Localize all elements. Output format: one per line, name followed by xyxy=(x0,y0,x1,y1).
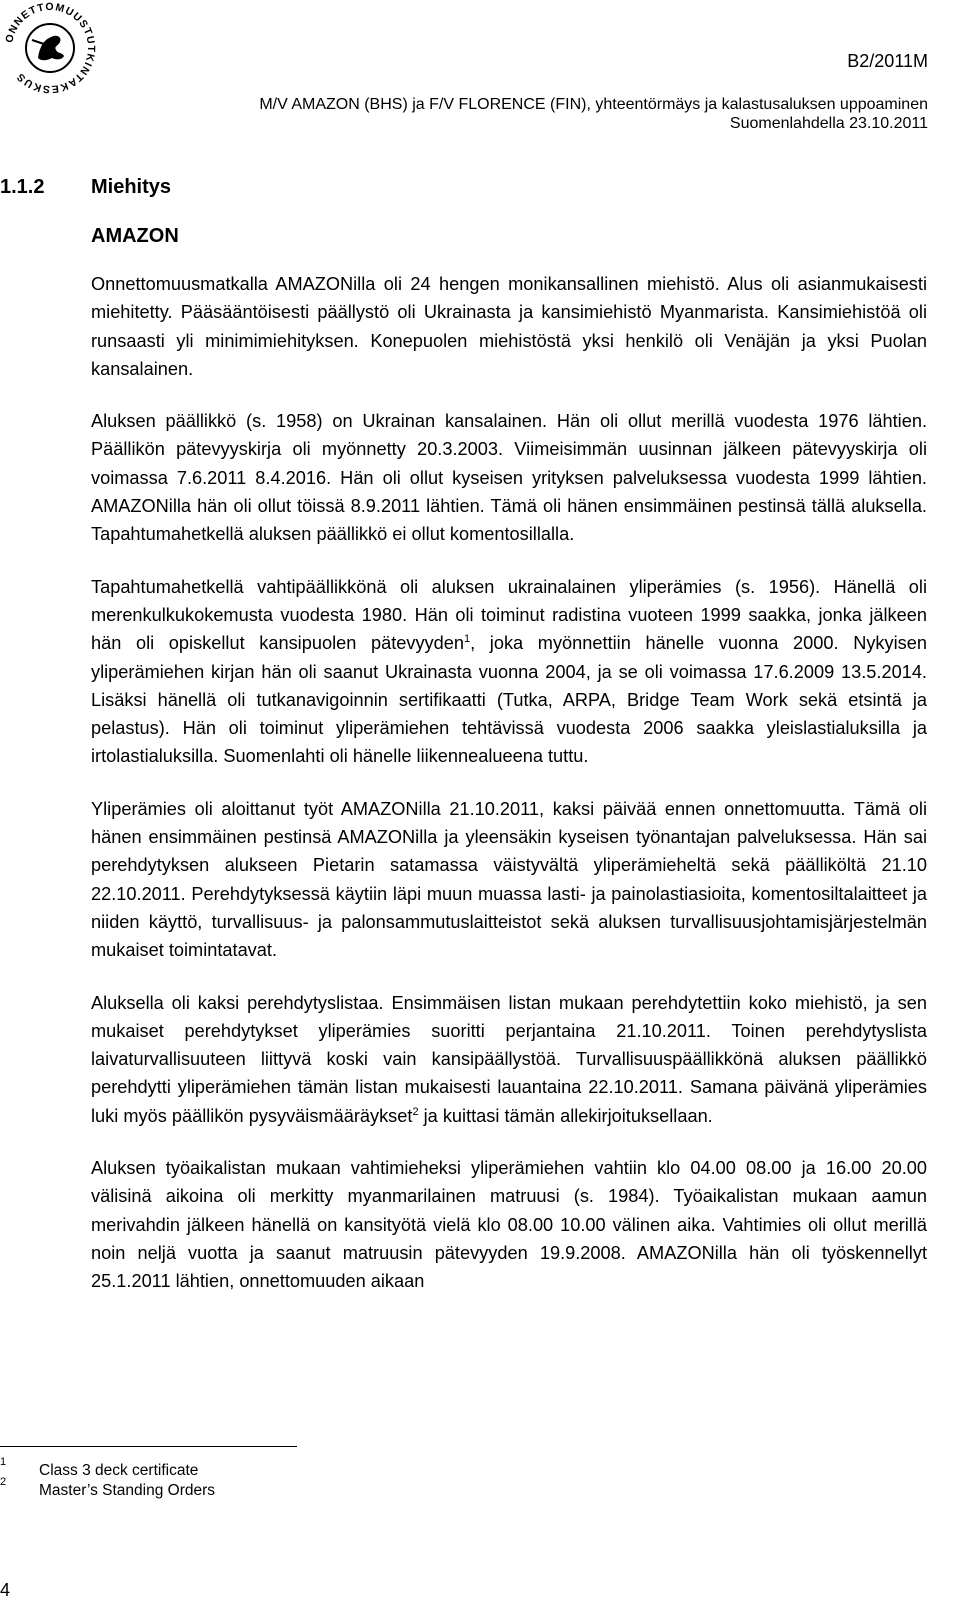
footnote-ref-1: 1 xyxy=(464,633,471,646)
paragraph-officer-part2: , joka myönnettiin hänelle vuonna 2000. Nykyisen yliperämiehen kirjan hän oli saanut Ukrainasta vuonna 2004, ja se oli voimassa 17.6.2009 13.5.2014. Lisäksi hänellä oli tutkanavigoinnin sertifikaatti (Tutka, ARPA, Bridge Team Work sekä etsintä ja pelastus). Hän oli toiminut yliperämiehen tehtävissä vuodesta 2006 saakka yleislastialuksilla ja irtolastialuksilla. Suomenlahti oli hänelle liikennealueena tuttu. xyxy=(91,633,927,767)
paragraph-officer xyxy=(91,573,927,771)
section-number: 1.1.2 xyxy=(0,176,45,198)
section-title: Miehitys xyxy=(91,176,172,198)
svg-text:ONNETTOMUUSTUTKINTAKESKUS: ONNETTOMUUSTUTKINTAKESKUS xyxy=(3,0,98,96)
subheading: AMAZON xyxy=(91,225,179,247)
report-title-line2: Suomenlahdella 23.10.2011 xyxy=(729,115,928,132)
paragraph-officer-part1: Tapahtumahetkellä vahtipäällikkönä oli aluksen ukrainalainen yliperämies (s. 1956). Hänellä oli merenkulkukokemusta vuodesta 1980. Hän oli toiminut radistina vuoteen 1999 saakka, jonka jälkeen hän oli opiskellut kansipuolen pätevyyden xyxy=(91,576,927,654)
report-title xyxy=(259,95,928,133)
paragraph-checklists xyxy=(91,989,927,1130)
section-heading xyxy=(0,176,171,199)
footnote-separator xyxy=(0,1446,297,1447)
paragraph-familiarization: Yliperämies oli aloittanut työt AMAZONilla 21.10.2011, kaksi päivää ennen onnettomuutta. Tämä oli hänen ensimmäinen pestinsä AMAZONilla ja yleensäkin kyseisen työnantajan palveluksessa. Hän sai perehdytyksen alukseen Pietarin satamassa väistyvältä yliperämieheltä sekä päälliköltä 21.10 22.10.2011. Perehdytyksessä käytiin läpi muun muassa lasti- ja painolastiasioita, komentosiltalaitteet ja niiden käyttö, turvallisuus- ja palonsammutuslaitteistot sekä aluksen turvallisuusjohtamisjärjestelmän mukaiset toimintatavat. xyxy=(91,798,927,961)
footnote-ref-2: 2 xyxy=(412,1105,419,1118)
paragraph-checklists-part2: ja kuittasi tämän allekirjoituksellaan. xyxy=(418,1105,713,1126)
footnote-1-text: Class 3 deck certificate xyxy=(39,1462,199,1479)
accident-investigation-seal-logo xyxy=(2,0,98,96)
paragraph-master: Aluksen päällikkö (s. 1958) on Ukrainan kansalainen. Hän oli ollut merillä vuodesta 1976 lähtien. Päällikön pätevyyskirja oli myönnetty 20.3.2003. Viimeisimmän uusinnan jälkeen pätevyyskirja oli voimassa 7.6.2011 8.4.2016. Hän oli ollut kyseisen yrityksen palveluksessa vuodesta 1999 lähtien. AMAZONilla hän oli ollut töissä 8.9.2011 lähtien. Tämä oli hänen ensimmäinen pestinsä tällä aluksella. Tapahtumahetkellä aluksen päällikkö ei ollut komentosillalla. xyxy=(91,411,927,545)
paragraph-checklists-part1: Aluksella oli kaksi perehdytyslistaa. Ensimmäisen listan mukaan perehdytettiin koko miehistö, ja sen mukaiset perehdytykset yliperämies suoritti perjantaina 21.10.2011. Toinen perehdytyslista laivaturvallisuuteen liittyvä koski vain kansipäällystöä. Turvallisuuspäällikkönä aluksen päällikkö perehdytti yliperämiehen tämän listan mukaisesti lauantaina 22.10.2011. Samana päivänä yliperämies luki myös päällikön pysyväismääräykset xyxy=(91,992,927,1126)
report-title-line1: M/V AMAZON (BHS) ja F/V FLORENCE (FIN), yhteentörmäys ja kalastusaluksen uppoaminen xyxy=(259,96,928,113)
lion-emblem-icon xyxy=(38,36,64,61)
page-number: 4 xyxy=(0,1580,11,1600)
footnote-2-number: 2 xyxy=(0,1476,7,1488)
paragraph-watchman: Aluksen työaikalistan mukaan vahtimieheksi yliperämiehen vahtiin klo 04.00 08.00 ja 16.00 20.00 välisinä aikoina oli merkitty myanmarilainen matruusi (s. 1984). Työaikalistan mukaan aamun merivahdin jälkeen hänellä on kansityötä vielä klo 08.00 10.00 välinen aika. Vahtimies oli ollut merillä noin neljä vuotta ja saanut matruusin pätevyyden 19.9.2008. AMAZONilla hän oli työskennellyt 25.1.2011 lähtien, onnettomuuden aikaan xyxy=(91,1158,927,1292)
footnote-2-text: Master’s Standing Orders xyxy=(39,1482,216,1499)
report-code: B2/2011M xyxy=(847,51,928,71)
footnote-1-number: 1 xyxy=(0,1456,7,1468)
body-text xyxy=(91,270,927,1320)
paragraph-crew: Onnettomuusmatkalla AMAZONilla oli 24 hengen monikansallinen miehistö. Alus oli asianmukaisesti miehitetty. Pääsääntöisesti päällystö oli Ukrainasta ja kansimiehistö Myanmarista. Kansimiehistöä oli runsaasti yli minimimiehityksen. Konepuolen miehistöstä yksi henkilö oli Venäjän ja yksi Puolan kansalainen. xyxy=(91,274,927,379)
